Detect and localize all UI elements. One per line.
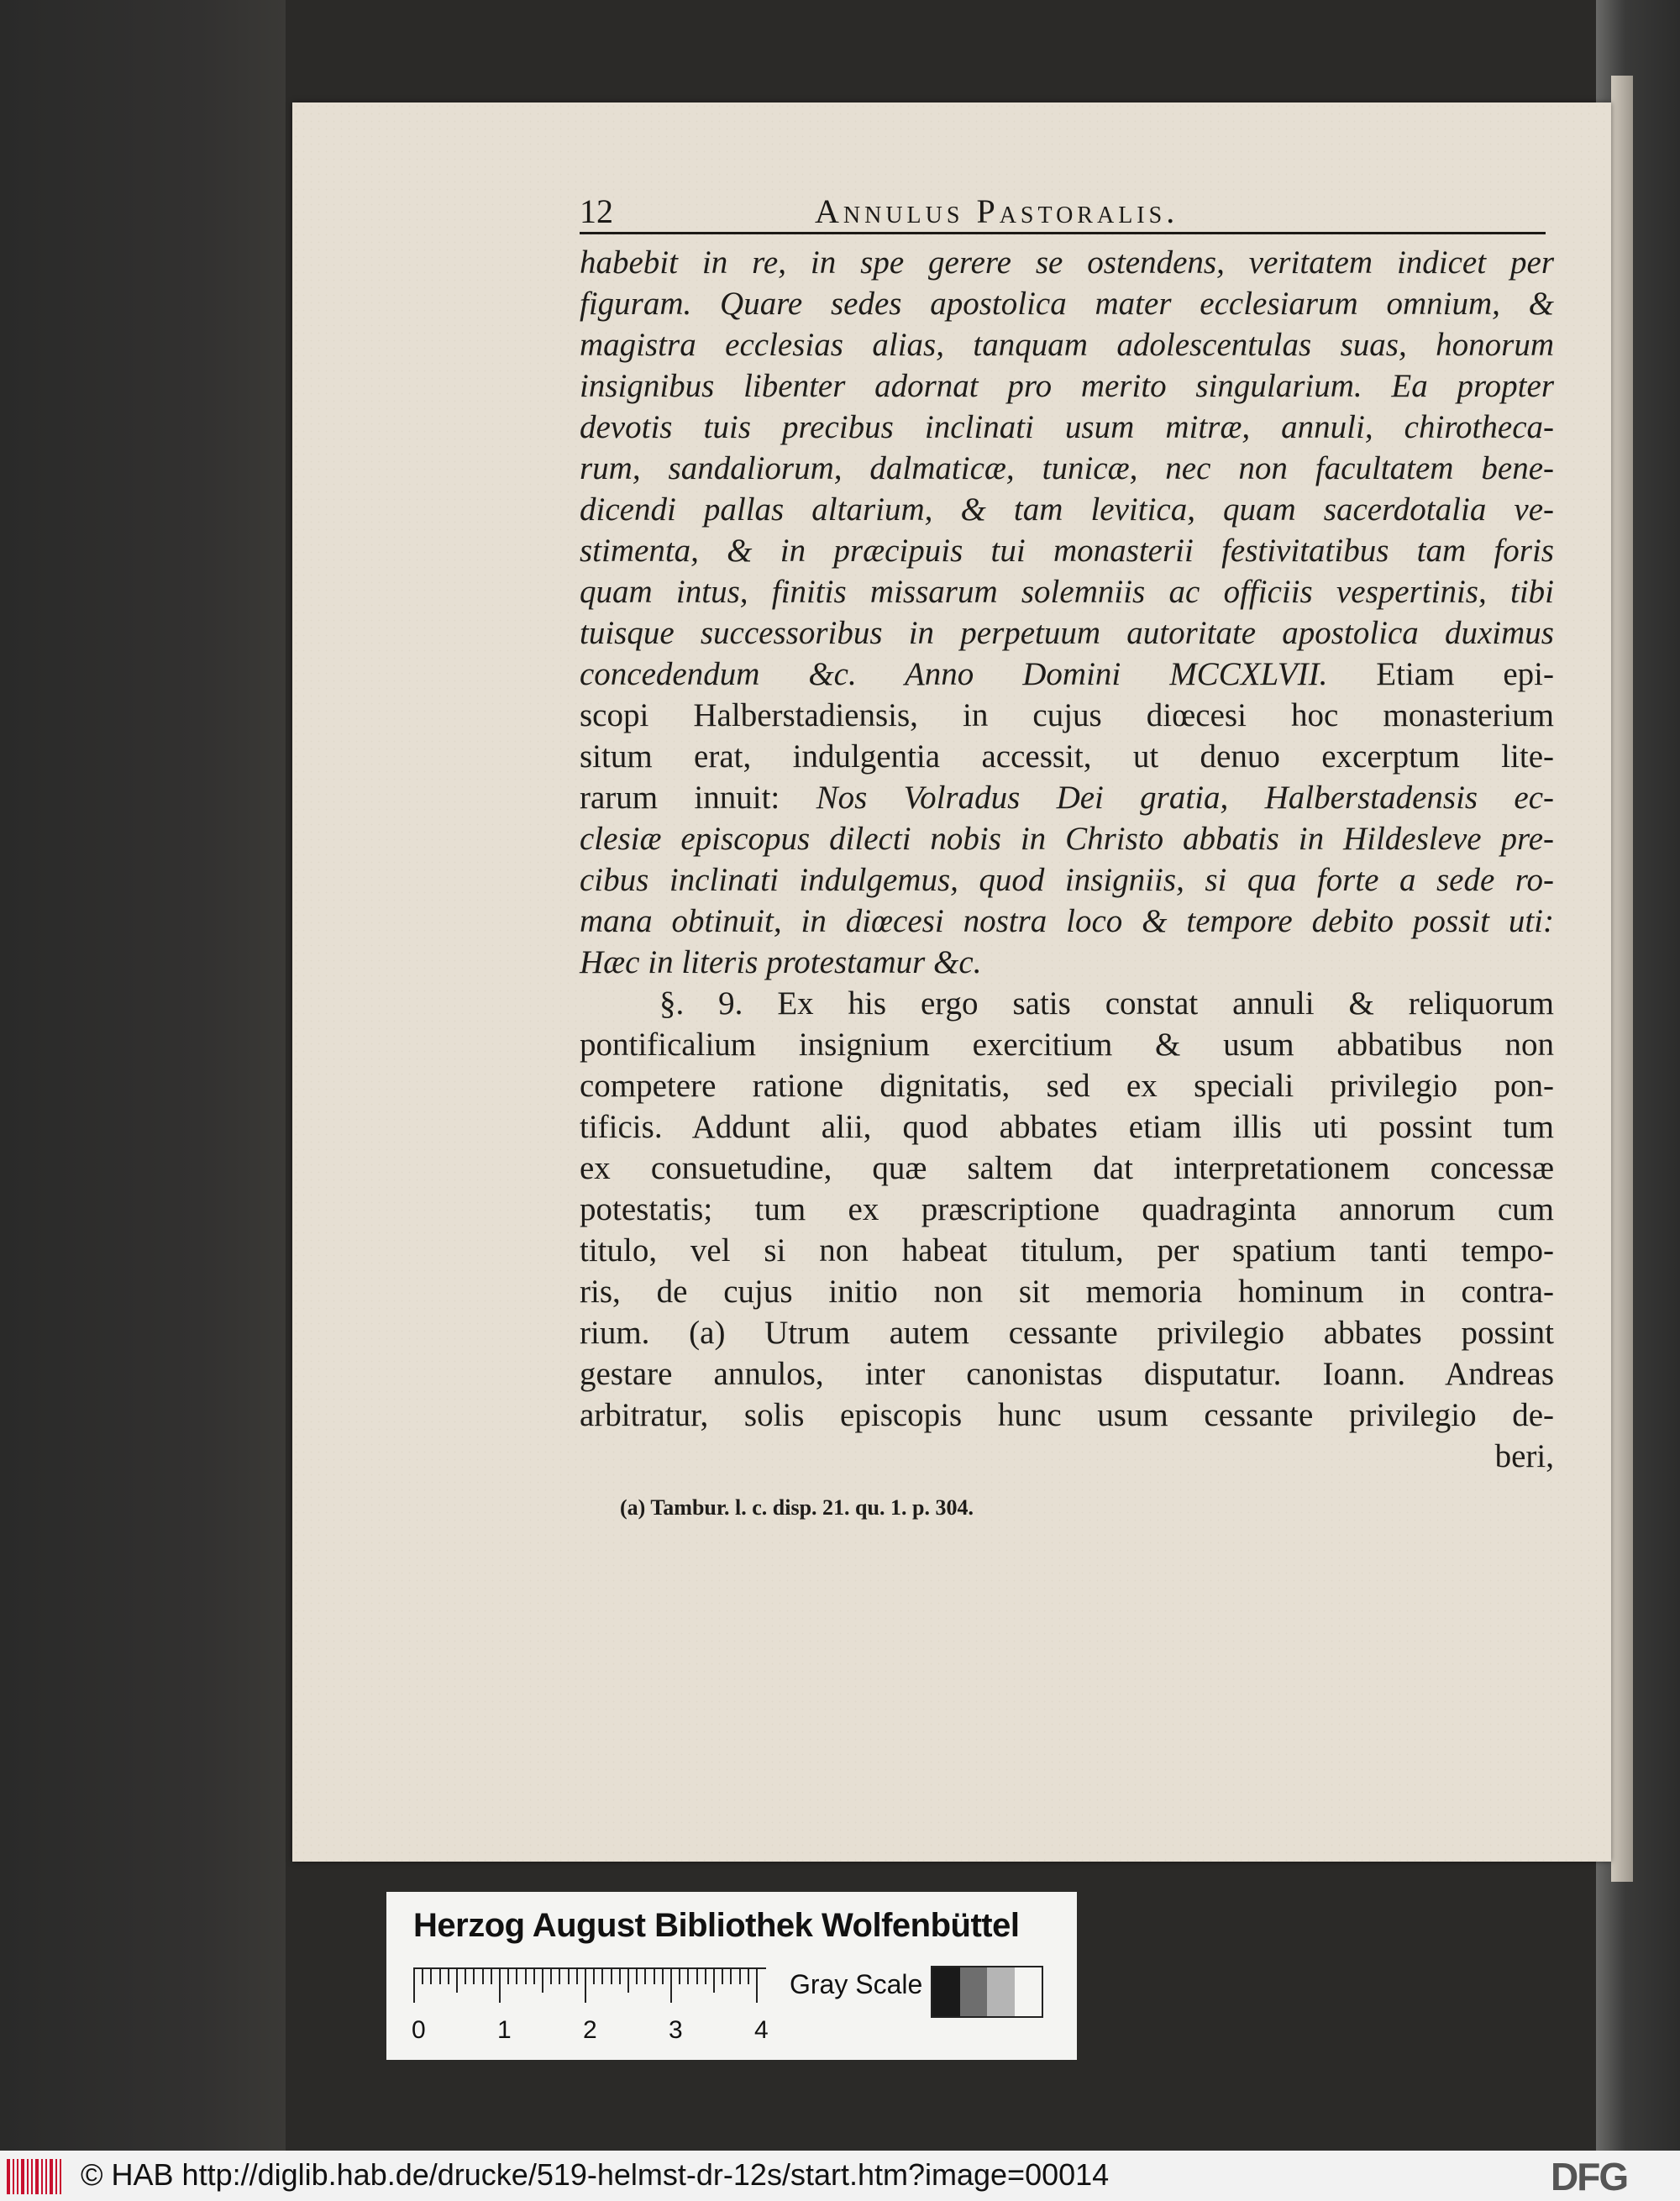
italic-run: concedendum &c. Anno Domini MCCXLVII.: [580, 656, 1328, 692]
barcode-stripe: [17, 2159, 18, 2194]
gray-scale-label: Gray Scale: [790, 1969, 923, 1999]
footnote: (a) Tambur. l. c. disp. 21. qu. 1. p. 304.: [620, 1495, 974, 1520]
ruler-tick: [739, 1969, 741, 1984]
dark-background-left: [0, 0, 286, 2151]
text-line: clesiæ episcopus dilecti nobis in Christo abbatis in Hildesleve pre-: [580, 821, 1554, 857]
barcode-stripe: [7, 2159, 10, 2194]
text-line: beri,: [1494, 1438, 1554, 1474]
ruler-tick: [550, 1969, 552, 1984]
ruler-tick: [413, 1969, 415, 2003]
barcode-stripe: [41, 2159, 43, 2194]
ruler-number: 4: [754, 2016, 769, 2044]
text-line: devotis tuis precibus inclinati usum mitræ, annuli, chirotheca-: [580, 409, 1554, 445]
text-line: habebit in re, in spe gerere se ostendens, veritatem indicet per: [580, 244, 1554, 281]
ruler-tick: [542, 1969, 543, 1993]
ruler-tick: [670, 1969, 672, 2003]
ruler-tick: [601, 1969, 603, 1984]
ruler-tick: [525, 1969, 527, 1984]
ruler-tick: [636, 1969, 638, 1984]
text-line: scopi Halberstadiensis, in cujus diœcesi hoc monasterium: [580, 697, 1554, 733]
ruler-tick: [559, 1969, 560, 1984]
text-line: §. 9. Ex his ergo satis constat annuli & reliquorum: [659, 985, 1554, 1022]
text-line: [580, 777, 1554, 818]
barcode-stripe: [50, 2159, 53, 2194]
text-line: figuram. Quare sedes apostolica mater ecclesiarum omnium, &: [580, 286, 1554, 322]
ruler-number: 1: [497, 2016, 512, 2044]
barcode-stripe: [31, 2159, 33, 2194]
library-name: Herzog August Bibliothek Wolfenbüttel: [413, 1907, 1020, 1944]
text-line: arbitratur, solis episcopis hunc usum cessante privilegio de-: [580, 1397, 1554, 1433]
barcode-stripe: [27, 2159, 29, 2194]
ruler-tick: [473, 1969, 475, 1984]
page-number: 12: [580, 192, 613, 230]
running-head: [580, 192, 1546, 234]
gray-swatch: [1015, 1967, 1042, 2016]
ruler-tick: [627, 1969, 629, 1993]
ruler-number: 0: [412, 2016, 426, 2044]
barcode-icon: [7, 2159, 66, 2194]
ruler-tick: [507, 1969, 509, 1984]
ruler-number: 2: [583, 2016, 597, 2044]
ruler-tick: [654, 1969, 655, 1984]
gray-swatch: [960, 1967, 988, 2016]
barcode-stripe: [35, 2159, 39, 2194]
roman-run: Etiam epi-: [1327, 656, 1554, 692]
ruler-tick: [687, 1969, 689, 1984]
text-line: rum, sandaliorum, dalmaticæ, tunicæ, nec non facultatem bene-: [580, 450, 1554, 486]
ruler-tick: [679, 1969, 680, 1984]
text-line: [580, 654, 1554, 695]
text-line: ex consuetudine, quæ saltem dat interpretationem concessæ: [580, 1150, 1554, 1186]
ruler-tick: [533, 1969, 535, 1984]
text-line: titulo, vel si non habeat titulum, per spatium tanti tempo-: [580, 1232, 1554, 1269]
text-line: Hæc in literis protestamur &c.: [580, 944, 982, 980]
text-line: cibus inclinati indulgemus, quod insigniis, si qua forte a sede ro-: [580, 862, 1554, 898]
ruler-tick: [499, 1969, 501, 2003]
scale-card: [385, 1890, 1079, 2062]
italic-run: Nos Volradus Dei gratia, Halberstadensis ec-: [816, 780, 1554, 816]
text-line: tificis. Addunt alii, quod abbates etiam illis uti possint tum: [580, 1109, 1554, 1145]
ruler-tick: [482, 1969, 484, 1984]
text-line: tuisque successoribus in perpetuum autoritate apostolica duximus: [580, 615, 1554, 651]
ruler-tick: [456, 1969, 458, 1993]
facing-page-edge: [1611, 76, 1633, 1882]
gray-swatch: [987, 1967, 1015, 2016]
text-line: dicendi pallas altarium, & tam levitica, quam sacerdotalia ve-: [580, 491, 1554, 528]
ruler-tick: [611, 1969, 612, 1984]
ruler-tick: [585, 1969, 586, 2003]
text-line: pontificalium insignium exercitium & usum abbatibus non: [580, 1027, 1554, 1063]
text-line: mana obtinuit, in diœcesi nostra loco & tempore debito possit uti:: [580, 903, 1554, 939]
footer-bar: [0, 2151, 1680, 2201]
roman-run: rarum innuit:: [580, 780, 816, 816]
ruler-tick: [705, 1969, 706, 1984]
ruler-tick: [576, 1969, 578, 1984]
ruler: [413, 1967, 766, 2003]
ruler-number: 3: [669, 2016, 683, 2044]
ruler-tick: [619, 1969, 621, 1984]
ruler-tick: [465, 1969, 466, 1984]
text-line: competere ratione dignitatis, sed ex speciali privilegio pon-: [580, 1068, 1554, 1104]
gray-scale-bar: [931, 1966, 1043, 2018]
text-line: ris, de cujus initio non sit memoria hominum in contra-: [580, 1274, 1554, 1310]
text-line: quam intus, finitis missarum solemniis ac officiis vespertinis, tibi: [580, 574, 1554, 610]
ruler-tick: [516, 1969, 517, 1984]
ruler-tick: [439, 1969, 441, 1984]
ruler-tick: [722, 1969, 723, 1984]
text-line: insignibus libenter adornat pro merito singularium. Ea propter: [580, 368, 1554, 404]
ruler-tick: [662, 1969, 664, 1984]
body-text: [580, 242, 1554, 1477]
ruler-tick: [448, 1969, 449, 1984]
ruler-tick: [644, 1969, 646, 1984]
running-title: Annulus Pastoralis.: [815, 192, 1179, 230]
text-line: magistra ecclesias alias, tanquam adolescentulas suas, honorum: [580, 327, 1554, 363]
barcode-stripe: [45, 2159, 47, 2194]
ruler-tick: [756, 1969, 758, 2003]
ruler-tick: [713, 1969, 715, 1993]
text-line: rium. (a) Utrum autem cessante privilegio abbates possint: [580, 1315, 1554, 1351]
ruler-tick: [491, 1969, 492, 1984]
ruler-tick: [593, 1969, 595, 1984]
text-line: stimenta, & in præcipuis tui monasterii festivitatibus tam foris: [580, 533, 1554, 569]
ruler-tick: [696, 1969, 698, 1984]
barcode-stripe: [21, 2159, 24, 2194]
gray-swatch: [932, 1967, 960, 2016]
text-line: situm erat, indulgentia accessit, ut denuo excerptum lite-: [580, 738, 1554, 775]
barcode-stripe: [13, 2159, 14, 2194]
barcode-stripe: [60, 2159, 61, 2194]
copyright-url[interactable]: © HAB http://diglib.hab.de/drucke/519-helmst-dr-12s/start.htm?image=00014: [81, 2157, 1110, 2192]
text-line: gestare annulos, inter canonistas disputatur. Ioann. Andreas: [580, 1356, 1554, 1392]
ruler-tick: [422, 1969, 423, 1984]
ruler-tick: [748, 1969, 749, 1984]
barcode-stripe: [55, 2159, 57, 2194]
ruler-tick: [568, 1969, 570, 1984]
ruler-tick: [730, 1969, 732, 1984]
ruler-tick: [430, 1969, 432, 1984]
text-line: potestatis; tum ex præscriptione quadraginta annorum cum: [580, 1191, 1554, 1227]
dfg-logo: DFG: [1551, 2155, 1628, 2198]
